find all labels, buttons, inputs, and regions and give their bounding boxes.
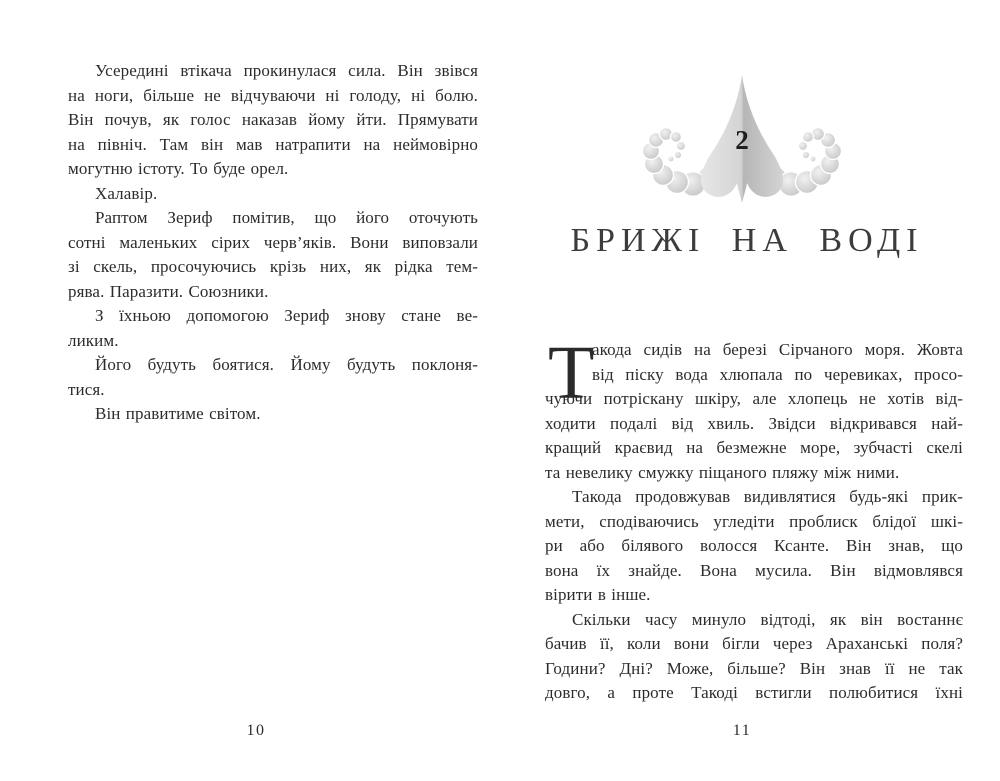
text-line: кращий краєвид на безмежне море, зубчасті скелі <box>545 438 963 457</box>
text-line: мети, сподіваючись угледіти проблиск блідої шкі- <box>545 511 963 531</box>
text-line: ходити подалі від хвиль. Звідси відкривався най- <box>545 413 963 433</box>
text-line: З їхньою допомогою Зериф знову стане ве- <box>95 306 478 325</box>
text-line: ри або білявого волосся Ксанте. Він знав, що <box>545 536 963 555</box>
text-line: вірити в інше. <box>545 585 651 604</box>
text-line: Такода продовжував видивлятися будь-які прик- <box>572 487 963 506</box>
chapter-title: БРИЖІ НА ВОДІ <box>570 222 924 259</box>
text-line: ликим. <box>68 330 119 350</box>
text-line: Його будуть боятися. Йому будуть поклоня- <box>95 355 478 374</box>
right-page-text <box>545 338 963 706</box>
text-line: могутню істоту. То буде орел. <box>68 159 289 178</box>
text-line: тися. <box>68 379 105 399</box>
chapter-ornament-graphic <box>632 73 852 208</box>
text-line: сотні маленьких сірих черв’яків. Вони виповзали <box>68 232 478 252</box>
left-page-text <box>68 59 478 427</box>
page-number-left: 10 <box>246 722 266 739</box>
paragraph <box>68 402 478 427</box>
text-line: Халавір. <box>95 183 158 203</box>
text-line: та невелику смужку піщаного пляжу між ними. <box>545 462 900 482</box>
paragraph <box>545 338 963 485</box>
text-line: від піску вода хлюпала по черевиках, просо- <box>592 364 963 384</box>
paragraph <box>545 485 963 608</box>
text-line: Він правитиме світом. <box>95 404 261 423</box>
paragraph <box>68 304 478 353</box>
paragraph <box>68 206 478 304</box>
text-line: Усередині втікача прокинулася сила. Він звівся <box>95 61 478 80</box>
text-line: рява. Паразити. Союзники. <box>68 281 269 301</box>
text-line: довго, а проте Такоді встигли полюбитися їхні <box>545 683 963 702</box>
text-line: Він почув, як голос наказав йому йти. Прямувати <box>68 110 478 129</box>
paragraph <box>68 182 478 207</box>
text-line: Скільки часу минуло відтоді, як він востаннє <box>572 609 963 629</box>
page-number-right: 11 <box>732 722 752 739</box>
text-line: Години? Дні? Може, більше? Він знав її не так <box>545 658 963 678</box>
text-line: чуючи потріскану шкіру, але хлопець не хотів від- <box>545 389 963 408</box>
text-line: вона їх знайде. Вона мусила. Він відмовлявся <box>545 560 963 580</box>
drop-cap: Т <box>548 331 595 415</box>
text-line: акода сидів на березі Сірчаного моря. Жовта <box>592 340 963 359</box>
paragraph <box>68 353 478 402</box>
text-line: бачив її, коли вони бігли через Араханські поля? <box>545 634 963 653</box>
paragraph <box>545 608 963 706</box>
chapter-ornament <box>632 73 852 208</box>
text-line: на північ. Там він мав натрапити на неймовірно <box>68 134 478 154</box>
text-line: Раптом Зериф помітив, що його оточують <box>95 208 478 227</box>
paragraph <box>68 59 478 182</box>
text-line: зі скель, просочуючись крізь них, як рідка тем- <box>68 257 478 276</box>
text-line: на ноги, більше не відчуваючи ні голоду, ні болю. <box>68 85 478 105</box>
chapter-number: 2 <box>735 125 749 155</box>
